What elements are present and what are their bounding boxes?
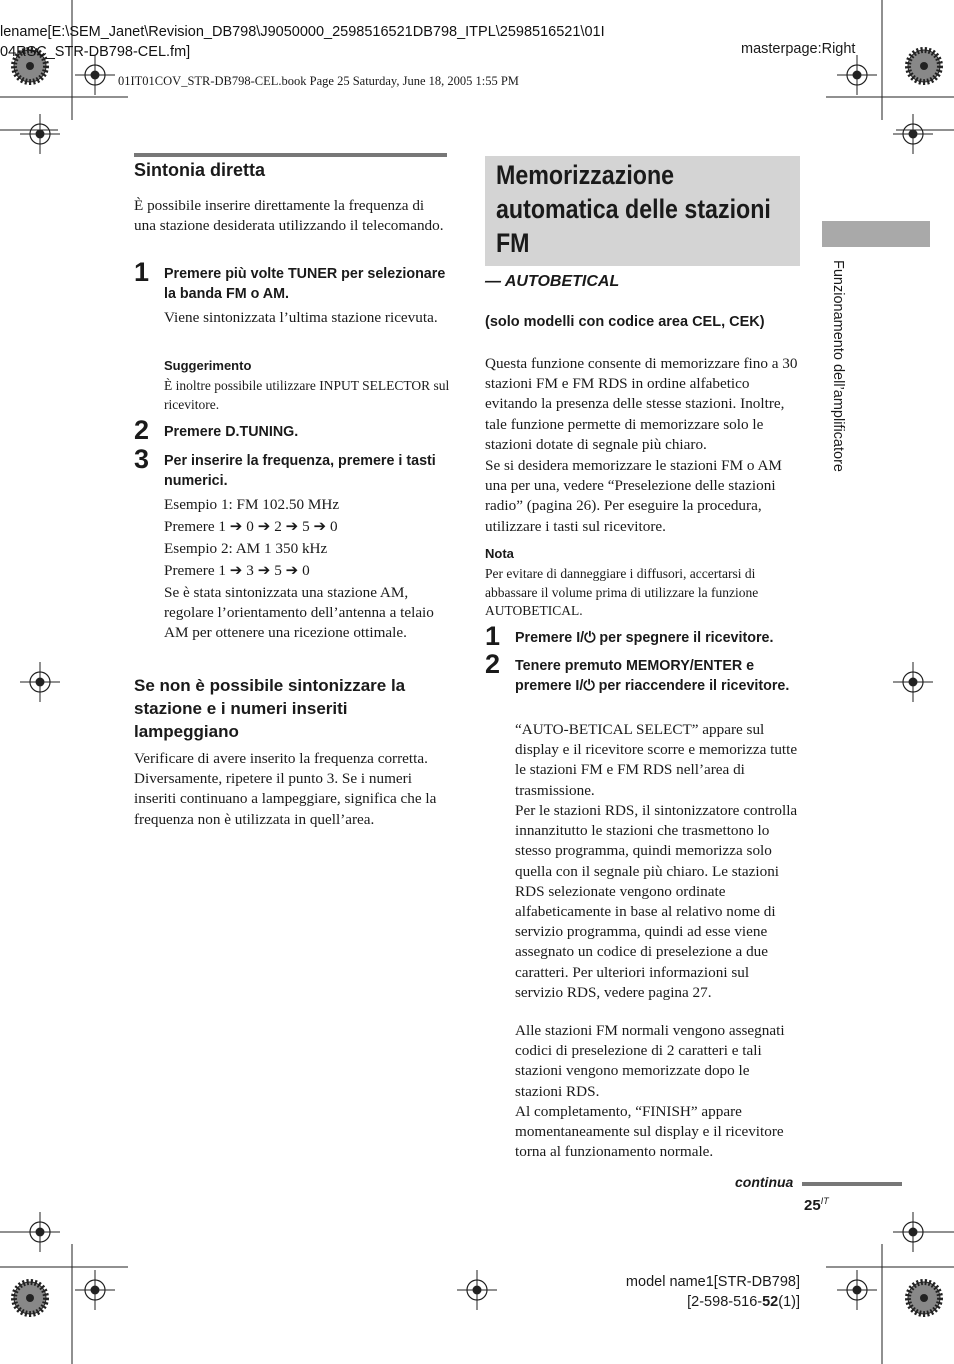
example-1: Esempio 1: FM 102.50 MHz (164, 496, 340, 513)
target-mark-icon (837, 1270, 877, 1310)
continued-bar (802, 1182, 902, 1186)
intro-paragraph: Questa funzione consente di memorizzare fino a 30 stazioni FM e FM RDS in ordine alfabetico evitando la presenza delle stesse stazioni. Inoltre, tale funzione permette di memorizzare solo le stazioni dotate di segnale più chiaro. (485, 355, 798, 453)
target-mark-icon (20, 1212, 60, 1252)
model-info (560, 1272, 800, 1312)
target-mark-icon (893, 114, 933, 154)
target-mark-icon (893, 1212, 933, 1252)
result-paragraph: “AUTO-BETICAL SELECT” appare sul display e il ricevitore scorre e memorizza tutte le stazioni FM e FM RDS nell’area di trasmissione. (515, 721, 798, 799)
filename-line-1: lename[E:\SEM_Janet\Revision_DB798\J9050000_2598516521DB798_ITPL\2598516521\01I (0, 24, 605, 40)
target-mark-icon (837, 55, 877, 95)
page-subtitle: — AUTOBETICAL (485, 273, 620, 290)
step-number: 2 (485, 649, 501, 679)
models-note: (solo modelli con codice area CEL, CEK) (485, 314, 765, 330)
fm-paragraph: Alle stazioni FM normali vengono assegnati codici di preselezione di 2 caratteri e tali stazioni vengono memorizzate dopo le stazioni RDS. (515, 1022, 785, 1100)
step-text: Premere I/⏻ per spegnere il ricevitore. (515, 630, 774, 646)
step-text: Premere più volte TUNER per selezionare la banda FM o AM. (164, 266, 446, 302)
step-detail: Viene sintonizzata l’ultima stazione ricevuta. (164, 309, 438, 326)
step-number: 3 (134, 444, 150, 474)
step-number: 1 (134, 257, 150, 287)
chapter-tab-label (826, 260, 846, 540)
step-text: Premere D.TUNING. (164, 424, 299, 440)
target-mark-icon (20, 662, 60, 702)
target-mark-icon (20, 114, 60, 154)
filename-line-2: 04RSC_STR-DB798-CEL.fm] (0, 44, 191, 60)
troubleshoot-heading: Se non è possibile sintonizzare la stazione e i numeri inseriti lampeggiano (134, 676, 406, 741)
model-line-1: model name1[STR-DB798] (625, 1274, 800, 1290)
rds-paragraph: Per le stazioni RDS, il sintonizzatore controlla innanzitutto le stazioni che trasmettono lo stesso programma, quindi memorizza solo quella con il segnale più chiaro. Le stazioni RDS selezionate vengono ordinate alfabeticamente in base al relativo nome di servizio programma, quindi ad esse viene assegnato un codice di preselezione a due caratteri. Per ulteriori informazioni sul servizio RDS, vedere pagina 27. (515, 802, 798, 1001)
model-code-bold: 52 (762, 1294, 779, 1310)
section-heading: Sintonia diretta (134, 160, 266, 180)
step-number: 2 (134, 415, 150, 445)
page-number (804, 1196, 829, 1214)
page-title: Memorizzazione automatica delle stazioni FM (496, 160, 771, 258)
example-2: Esempio 2: AM 1 350 kHz (164, 540, 328, 557)
page-number-suffix: IT (820, 1196, 829, 1206)
intro-paragraph: È possibile inserire direttamente la frequenza di una stazione desiderata utilizzando il telecomando. (134, 197, 444, 235)
target-mark-icon (457, 1270, 497, 1310)
filename-header (0, 22, 660, 62)
masterpage-label: masterpage:Right (741, 41, 856, 57)
note-text: Per evitare di danneggiare i diffusori, accertarsi di abbassare il volume prima di utilizzare la funzione AUTOBETICAL. (485, 566, 759, 618)
chapter-tab-text: Funzionamento dell’amplificatore (830, 260, 846, 472)
intro-paragraph-2: Se si desidera memorizzare le stazioni FM o AM una per una, vedere “Preselezione delle stazioni radio” (pagina 26). Per eseguire la procedura, utilizzare i tasti sul ricevitore. (485, 457, 782, 535)
chapter-tab (822, 221, 930, 247)
color-wheel-icon (908, 50, 940, 82)
tip-text: È inoltre possibile utilizzare INPUT SELECTOR sul ricevitore. (164, 378, 450, 412)
model-code-prefix: [2-598-516- (687, 1294, 763, 1310)
model-code-suffix: (1)] (778, 1294, 800, 1310)
troubleshoot-text: Verificare di avere inserito la frequenza corretta. Diversamente, ripetere il punto 3. Se i numeri inseriti continuano a lampeggiare, significa che la frequenza non è utilizzata in quell’area. (134, 750, 437, 828)
color-wheel-icon (14, 1282, 46, 1314)
tip-heading: Suggerimento (164, 358, 252, 373)
finish-paragraph: Al completamento, “FINISH” appare momentaneamente sul display e il ricevitore torna al funzionamento normale. (515, 1103, 784, 1161)
step-text: Per inserire la frequenza, premere i tasti numerici. (164, 453, 436, 489)
book-info-line: 01IT01COV_STR-DB798-CEL.book Page 25 Saturday, June 18, 2005 1:55 PM (118, 74, 519, 88)
target-mark-icon (893, 662, 933, 702)
step-text: Tenere premuto MEMORY/ENTER e premere I/⏻ per riaccendere il ricevitore. (515, 658, 790, 694)
am-note: Se è stata sintonizzata una stazione AM, regolare l’orientamento dell’antenna a telaio AM per ottenere una ricezione ottimale. (164, 584, 434, 642)
continued-label: continua (735, 1174, 794, 1190)
key-sequence-1: Premere 1 ➔ 0 ➔ 2 ➔ 5 ➔ 0 (164, 518, 338, 535)
step-number: 1 (485, 621, 501, 651)
note-heading: Nota (485, 546, 514, 561)
page-number-value: 25 (804, 1197, 821, 1214)
target-mark-icon (75, 1270, 115, 1310)
model-line-2 (560, 1292, 800, 1312)
section-rule (134, 153, 447, 157)
key-sequence-2: Premere 1 ➔ 3 ➔ 5 ➔ 0 (164, 562, 310, 579)
color-wheel-icon (908, 1282, 940, 1314)
